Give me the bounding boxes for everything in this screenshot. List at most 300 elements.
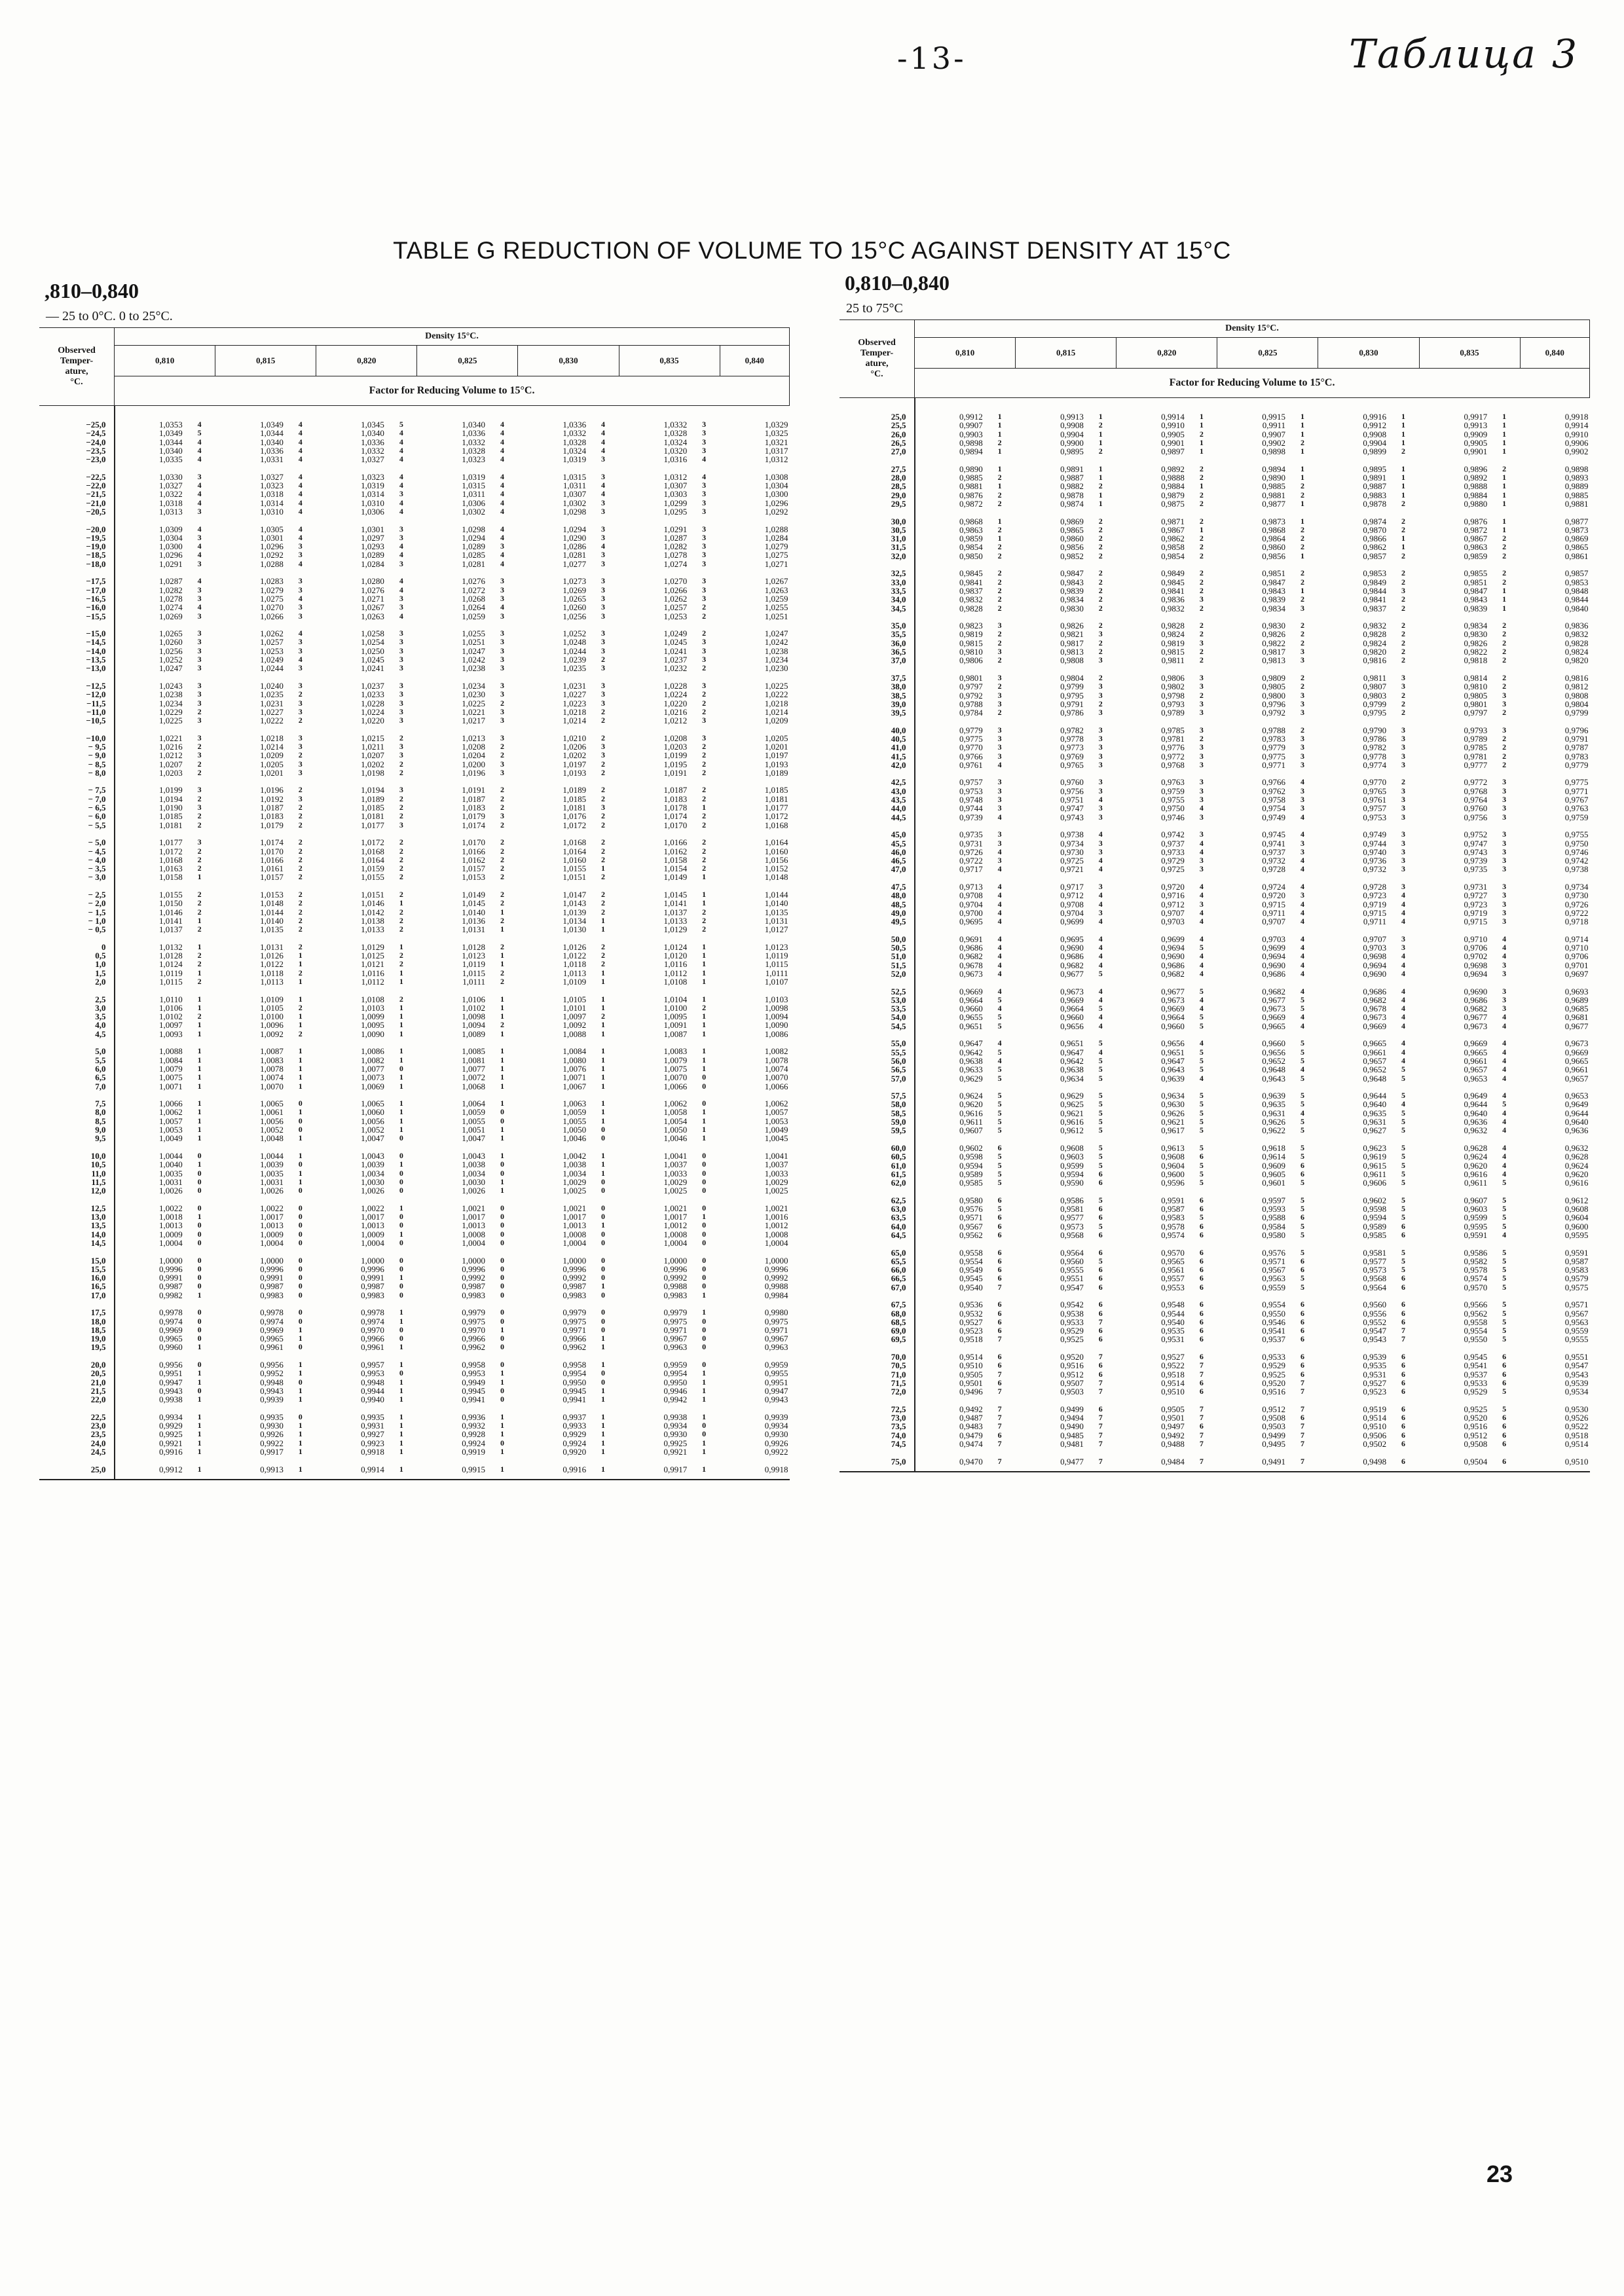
density-column-header: 0,825 [1217, 338, 1318, 369]
factor-value: 1,0282 [663, 541, 688, 552]
table-row [840, 743, 1590, 752]
factor-value: 0,9488 [1161, 1439, 1185, 1449]
difference-value: 4 [1199, 907, 1204, 917]
factor-value: 1,0123 [764, 941, 788, 952]
factor-value: 1,0090 [764, 1020, 788, 1030]
factor-value: 1,0088 [563, 1029, 587, 1039]
difference-value: 1 [500, 1150, 504, 1160]
observed-temperature: 12,0 [39, 1186, 115, 1195]
factor-value: 1,0085 [462, 1046, 486, 1057]
table-row [39, 1378, 790, 1387]
difference-value: 3 [1502, 829, 1507, 839]
difference-value: 4 [601, 481, 606, 490]
factor-value: 0,9824 [1363, 638, 1387, 648]
difference-value: 4 [298, 445, 303, 455]
factor-value: 0,9738 [1564, 864, 1589, 875]
factor-value: 0,9987 [563, 1281, 587, 1292]
table-row [840, 795, 1590, 804]
difference-value: 4 [197, 602, 202, 612]
difference-value: 3 [702, 445, 707, 455]
factor-value: 1,0274 [663, 558, 688, 569]
table-row [39, 838, 790, 847]
factor-value: 1,0166 [260, 854, 284, 865]
factor-value: 0,9739 [959, 812, 983, 822]
difference-value: 2 [399, 854, 403, 864]
difference-value: 4 [1199, 951, 1204, 961]
difference-value: 0 [702, 1159, 707, 1169]
difference-value: 3 [197, 837, 202, 847]
factor-value: 0,9485 [1060, 1430, 1084, 1440]
factor-value: 1,0256 [158, 646, 183, 656]
factor-value: 0,9878 [1060, 490, 1084, 500]
difference-value: 5 [1502, 1247, 1507, 1257]
difference-value: 2 [1401, 594, 1406, 604]
difference-value: 7 [1300, 1404, 1304, 1413]
factor-value: 1,0202 [563, 750, 587, 761]
factor-value: 1,0131 [462, 924, 486, 935]
difference-value: 3 [1401, 682, 1406, 691]
difference-value: 2 [1098, 638, 1103, 647]
factor-value: 1,0105 [563, 994, 587, 1004]
difference-value: 4 [500, 471, 504, 481]
difference-value: 6 [1300, 1265, 1304, 1275]
difference-value: 3 [601, 646, 606, 655]
factor-value: 0,9816 [1564, 672, 1589, 683]
table-row [840, 1022, 1590, 1030]
table-row [39, 699, 790, 708]
factor-value: 0,9810 [959, 647, 983, 657]
factor-value: 1,0272 [462, 585, 486, 595]
difference-value: 2 [1401, 568, 1406, 578]
factor-value: 0,9978 [361, 1307, 384, 1318]
observed-temperature: −18,0 [39, 560, 115, 568]
factor-value: 1,0312 [663, 471, 688, 482]
difference-value: 0 [702, 1229, 707, 1239]
difference-value: 4 [298, 558, 303, 568]
observed-temperature: −12,0 [39, 690, 115, 699]
table-row [840, 639, 1590, 647]
factor-value: 0,9817 [1262, 647, 1286, 657]
factor-value: 1,0213 [462, 733, 486, 743]
factor-value: 0,9759 [1564, 812, 1589, 822]
table-row [840, 848, 1590, 856]
factor-value: 0,9587 [1161, 1204, 1185, 1214]
factor-value: 0,9562 [1464, 1308, 1488, 1319]
difference-value: 3 [197, 655, 202, 665]
factor-value: 1,0151 [361, 890, 384, 900]
difference-value: 4 [1502, 1055, 1507, 1065]
difference-value: 0 [500, 1237, 504, 1247]
difference-value: 5 [1199, 1047, 1204, 1057]
factor-value: 1,0113 [260, 977, 284, 987]
difference-value: 4 [1199, 994, 1204, 1004]
factor-value: 0,9832 [1161, 603, 1185, 613]
factor-value: 1,0238 [764, 646, 788, 656]
factor-value: 1,0044 [260, 1150, 284, 1161]
difference-value: 2 [601, 890, 606, 900]
difference-value: 5 [1199, 1178, 1204, 1188]
difference-value: 2 [601, 785, 606, 795]
factor-value: 1,0286 [563, 541, 587, 552]
factor-value: 0,9520 [1464, 1413, 1488, 1423]
factor-value: 0,9917 [1464, 412, 1488, 422]
factor-value: 1,0332 [563, 428, 587, 439]
factor-value: 1,0187 [462, 793, 486, 804]
observed-temperature: 23,0 [39, 1421, 115, 1430]
table-row [39, 995, 790, 1004]
difference-value: 3 [500, 611, 504, 621]
factor-value: 0,9736 [1363, 856, 1387, 866]
difference-value: 7 [1098, 1421, 1103, 1431]
factor-value: 1,0031 [158, 1176, 183, 1187]
difference-value: 2 [601, 811, 606, 821]
table-row [39, 899, 790, 907]
factor-value: 1,0075 [663, 1063, 688, 1074]
difference-value: 1 [197, 1342, 202, 1352]
difference-value: 5 [1401, 1108, 1406, 1118]
factor-value: 0,9830 [1060, 603, 1084, 613]
factor-value: 1,0260 [563, 602, 587, 613]
difference-value: 0 [399, 1168, 403, 1178]
factor-value: 1,0057 [158, 1116, 183, 1126]
difference-value: 1 [298, 1055, 303, 1065]
difference-value: 5 [1098, 1152, 1103, 1161]
factor-value: 0,9686 [959, 943, 983, 953]
difference-value: 6 [1199, 1273, 1204, 1283]
factor-value: 0,9930 [260, 1421, 284, 1431]
factor-value: 1,0216 [663, 706, 688, 717]
factor-value: 0,9814 [1464, 672, 1488, 683]
difference-value: 1 [1300, 464, 1304, 473]
factor-value: 0,9962 [563, 1342, 587, 1353]
difference-value: 3 [1401, 943, 1406, 953]
factor-value: 0,9863 [959, 524, 983, 535]
factor-value: 0,9779 [1564, 759, 1589, 770]
factor-value: 0,9550 [1262, 1308, 1286, 1319]
observed-temperature: 37,0 [840, 656, 915, 665]
table-row [840, 787, 1590, 795]
difference-value: 2 [1401, 629, 1406, 639]
factor-value: 0,9516 [1464, 1421, 1488, 1432]
factor-value: 1,0208 [663, 733, 688, 743]
table-row [840, 1335, 1590, 1343]
difference-value: 5 [1401, 1256, 1406, 1266]
difference-value: 3 [1300, 708, 1304, 718]
factor-value: 1,0178 [663, 803, 688, 813]
factor-value: 0,9786 [1363, 733, 1387, 744]
difference-value: 2 [399, 924, 403, 934]
observed-temperature: 0,5 [39, 951, 115, 960]
difference-value: 6 [1502, 1377, 1507, 1387]
table-row [840, 883, 1590, 891]
difference-value: 2 [601, 793, 606, 803]
factor-value: 1,0009 [361, 1229, 384, 1239]
table-row [840, 1100, 1590, 1108]
factor-value: 0,9552 [1363, 1317, 1387, 1327]
table-row [840, 856, 1590, 865]
table-row [39, 594, 790, 603]
factor-value: 0,9673 [959, 969, 983, 979]
difference-value: 3 [1300, 838, 1304, 848]
factor-value: 1,0098 [764, 1002, 788, 1013]
difference-value: 1 [298, 1063, 303, 1073]
factor-value: 0,9966 [361, 1334, 384, 1344]
factor-value: 1,0004 [361, 1237, 384, 1248]
difference-value: 1 [399, 1099, 403, 1108]
factor-value: 1,0070 [663, 1072, 688, 1083]
difference-value: 5 [1098, 1108, 1103, 1118]
factor-value: 1,0143 [563, 898, 587, 909]
factor-value: 1,0249 [260, 655, 284, 665]
table-row [39, 473, 790, 481]
factor-value: 1,0144 [764, 890, 788, 900]
factor-value: 0,9753 [959, 786, 983, 796]
observed-label-line: Temper- [60, 356, 94, 366]
table-row [39, 690, 790, 699]
factor-value: 0,9782 [1060, 725, 1084, 735]
difference-value: 4 [500, 550, 504, 560]
difference-value: 5 [997, 1091, 1002, 1101]
difference-value: 1 [197, 915, 202, 925]
difference-value: 2 [702, 767, 707, 777]
factor-value: 0,9616 [1060, 1117, 1084, 1127]
factor-value: 0,9477 [1060, 1456, 1084, 1467]
difference-value: 6 [997, 1142, 1002, 1152]
factor-value: 0,9945 [462, 1385, 486, 1396]
factor-value: 1,0170 [260, 846, 284, 856]
difference-value: 1 [601, 1072, 606, 1082]
factor-value: 1,0307 [563, 489, 587, 500]
observed-temperature: 73,5 [840, 1422, 915, 1430]
difference-value: 3 [1098, 838, 1103, 848]
factor-value: 1,0280 [361, 576, 384, 587]
difference-value: 1 [601, 1029, 606, 1038]
observed-temperature: 63,0 [840, 1205, 915, 1213]
factor-value: 0,9600 [1161, 1169, 1185, 1179]
table-row [39, 1047, 790, 1055]
factor-value: 0,9748 [959, 795, 983, 805]
difference-value: 3 [399, 820, 403, 829]
difference-value: 1 [702, 1377, 707, 1387]
factor-value: 1,0091 [663, 1020, 688, 1030]
difference-value: 6 [1401, 1360, 1406, 1370]
difference-value: 1 [1300, 429, 1304, 439]
factor-value: 0,9796 [1564, 725, 1589, 735]
difference-value: 3 [1098, 708, 1103, 718]
difference-value: 2 [1401, 551, 1406, 560]
difference-value: 3 [1502, 699, 1507, 708]
difference-value: 3 [702, 655, 707, 665]
observed-temperature: − 7,5 [39, 786, 115, 794]
factor-value: 1,0298 [563, 506, 587, 517]
difference-value: 3 [197, 750, 202, 760]
difference-value: 3 [500, 680, 504, 690]
factor-value: 1,0211 [361, 741, 384, 752]
factor-value: 1,0064 [462, 1099, 486, 1109]
factor-value: 0,9966 [563, 1334, 587, 1344]
factor-value: 0,9811 [1161, 655, 1185, 666]
table-row [39, 1178, 790, 1186]
factor-value: 0,9639 [1262, 1091, 1286, 1101]
table-row [39, 1430, 790, 1438]
difference-value: 6 [1300, 1212, 1304, 1222]
factor-value: 0,9790 [1363, 725, 1387, 735]
observed-temperature: 28,5 [840, 482, 915, 490]
difference-value: 2 [197, 890, 202, 900]
difference-value: 5 [997, 1178, 1002, 1188]
factor-value: 0,9867 [1161, 524, 1185, 535]
factor-value: 0,9714 [1564, 934, 1589, 944]
observed-temperature: 51,0 [840, 952, 915, 960]
difference-value: 2 [702, 629, 707, 638]
factor-value: 0,9853 [1564, 577, 1589, 587]
factor-value: 0,9693 [1564, 986, 1589, 996]
observed-temperature: 60,5 [840, 1152, 915, 1161]
factor-value: 0,9874 [1060, 498, 1084, 509]
difference-value: 6 [1502, 1352, 1507, 1362]
difference-value: 3 [298, 611, 303, 621]
table-row [39, 951, 790, 960]
difference-value: 2 [399, 793, 403, 803]
factor-value: 1,0155 [563, 864, 587, 874]
factor-value: 1,0004 [563, 1237, 587, 1248]
difference-value: 3 [1199, 682, 1204, 691]
factor-value: 0,9600 [1564, 1221, 1589, 1231]
difference-value: 0 [500, 1385, 504, 1395]
factor-value: 1,0087 [260, 1046, 284, 1057]
factor-value: 0,9640 [1464, 1108, 1488, 1118]
factor-value: 1,0238 [462, 663, 486, 674]
difference-value: 5 [1098, 1073, 1103, 1083]
factor-value: 1,0154 [663, 864, 688, 874]
factor-value: 1,0183 [462, 803, 486, 813]
difference-value: 2 [1098, 534, 1103, 543]
factor-value: 0,9537 [1464, 1369, 1488, 1379]
factor-value: 0,9881 [1262, 490, 1286, 500]
factor-value: 0,9510 [1161, 1387, 1185, 1397]
factor-value: 1,0224 [361, 706, 384, 717]
difference-value: 3 [1401, 759, 1406, 769]
difference-value: 6 [1300, 1300, 1304, 1309]
factor-value: 1,0275 [764, 550, 788, 560]
table-row [39, 603, 790, 611]
factor-value: 0,9878 [1363, 498, 1387, 509]
table-row [39, 420, 790, 429]
factor-value: 0,9781 [1464, 751, 1488, 761]
factor-value: 0,9727 [1464, 890, 1488, 901]
difference-value: 3 [1199, 777, 1204, 787]
difference-value: 2 [298, 898, 303, 908]
factor-value: 0,9874 [1363, 516, 1387, 526]
difference-value: 2 [399, 994, 403, 1004]
factor-value: 0,9629 [1060, 1091, 1084, 1101]
factor-value: 0,9555 [1564, 1334, 1589, 1345]
factor-value: 0,9591 [1564, 1247, 1589, 1258]
factor-value: 1,0253 [663, 611, 688, 621]
difference-value: 1 [500, 1368, 504, 1378]
factor-value: 0,9506 [1363, 1430, 1387, 1440]
factor-value: 0,9664 [1060, 1004, 1084, 1014]
difference-value: 2 [500, 820, 504, 829]
factor-value: 1,0306 [462, 498, 486, 508]
difference-value: 6 [1199, 1221, 1204, 1231]
difference-value: 2 [399, 837, 403, 847]
difference-value: 5 [1199, 1055, 1204, 1065]
factor-value: 0,9607 [959, 1125, 983, 1136]
factor-value: 0,9937 [563, 1412, 587, 1422]
factor-value: 1,0035 [260, 1168, 284, 1178]
table-row [840, 1248, 1590, 1257]
factor-value: 0,9746 [1564, 847, 1589, 857]
difference-value: 2 [298, 716, 303, 725]
difference-value: 1 [500, 1055, 504, 1065]
difference-value: 3 [1401, 838, 1406, 848]
factor-value: 0,9892 [1161, 464, 1185, 474]
factor-value: 0,9926 [260, 1429, 284, 1440]
difference-value: 4 [997, 1004, 1002, 1013]
difference-value: 2 [997, 568, 1002, 578]
factor-value: 0,9699 [1262, 943, 1286, 953]
difference-value: 0 [601, 1203, 606, 1212]
difference-value: 5 [1502, 1265, 1507, 1275]
factor-value: 1,0228 [361, 698, 384, 708]
factor-value: 1,0327 [361, 454, 384, 465]
factor-value: 1,0000 [260, 1255, 284, 1266]
factor-value: 1,0115 [462, 968, 486, 978]
factor-value: 1,0202 [361, 759, 384, 769]
factor-value: 1,0349 [260, 420, 284, 429]
factor-value: 1,0058 [663, 1107, 688, 1118]
difference-value: 3 [702, 558, 707, 568]
factor-value: 0,9892 [1464, 473, 1488, 483]
difference-value: 0 [601, 1307, 606, 1317]
difference-value: 1 [702, 1212, 707, 1222]
factor-value: 0,9954 [563, 1368, 587, 1379]
difference-value: 4 [1502, 951, 1507, 961]
difference-value: 3 [1502, 960, 1507, 970]
difference-value: 0 [702, 1334, 707, 1343]
difference-value: 4 [1502, 934, 1507, 943]
difference-value: 4 [1401, 890, 1406, 900]
factor-value: 1,0017 [563, 1212, 587, 1222]
difference-value: 3 [298, 602, 303, 612]
difference-value: 2 [1502, 742, 1507, 752]
difference-value: 2 [601, 951, 606, 960]
difference-value: 2 [997, 473, 1002, 483]
observed-temperature: 33,0 [840, 578, 915, 587]
factor-value: 0,9499 [1060, 1404, 1084, 1414]
difference-value: 3 [702, 498, 707, 507]
difference-value: 0 [399, 1220, 403, 1230]
difference-value: 1 [1401, 429, 1406, 439]
factor-value: 0,9681 [1564, 1012, 1589, 1023]
observed-temperature: 1,0 [39, 960, 115, 968]
difference-value: 2 [500, 837, 504, 847]
difference-value: 3 [702, 716, 707, 725]
factor-value: 0,9951 [764, 1377, 788, 1387]
factor-value: 0,9864 [1262, 534, 1286, 544]
factor-value: 1,0329 [764, 420, 788, 429]
difference-value: 1 [298, 977, 303, 986]
difference-value: 1 [601, 1438, 606, 1448]
factor-value: 1,0349 [158, 428, 183, 439]
difference-value: 4 [1300, 907, 1304, 917]
difference-value: 3 [399, 655, 403, 665]
observed-temperature: −14,0 [39, 647, 115, 655]
difference-value: 2 [702, 602, 707, 612]
factor-value: 1,0050 [563, 1125, 587, 1135]
difference-value: 3 [1502, 986, 1507, 996]
